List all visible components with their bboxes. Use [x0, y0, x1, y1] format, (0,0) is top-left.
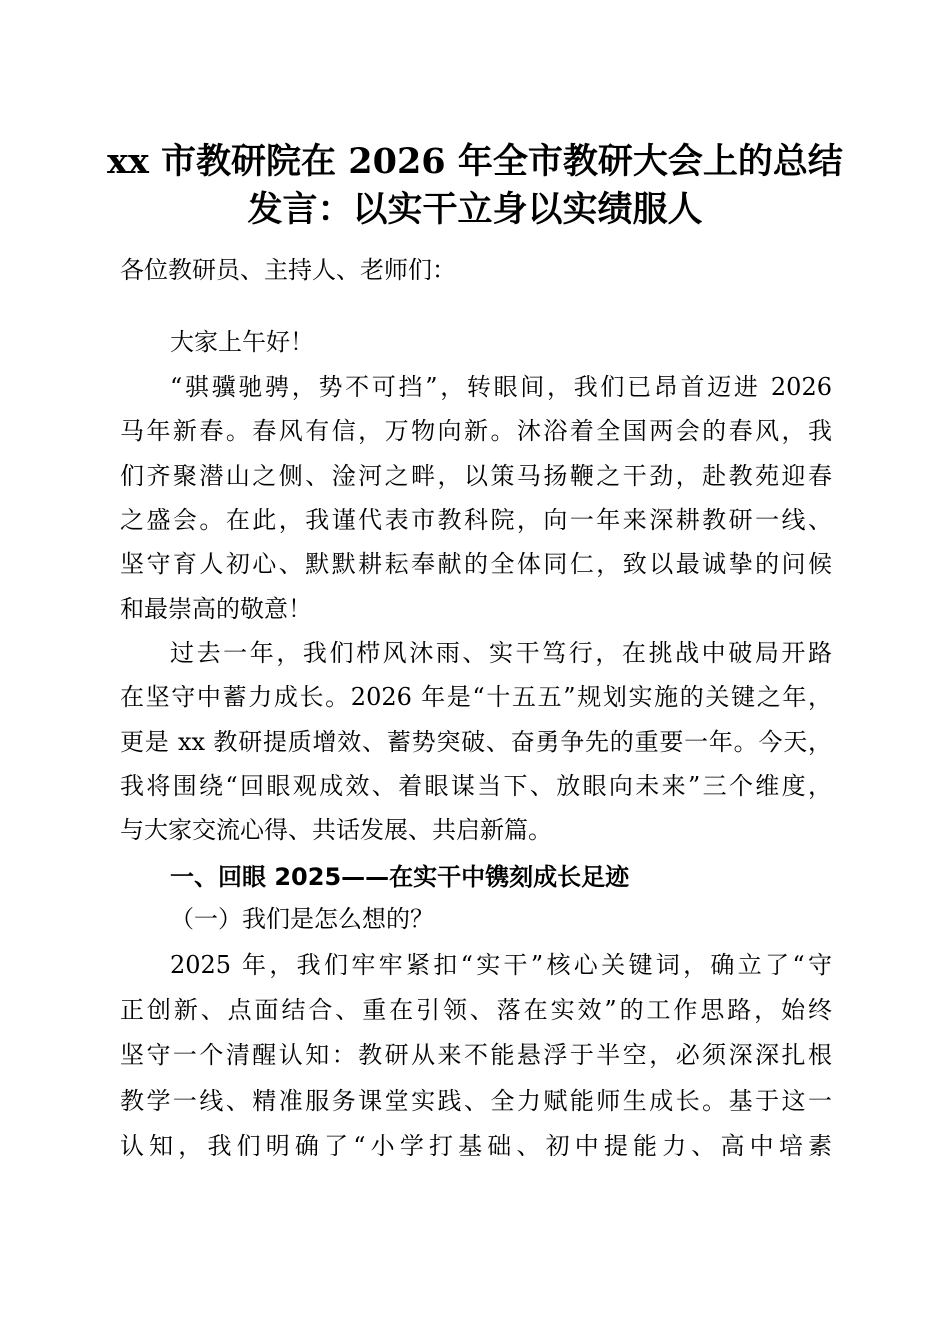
- paragraph-1-line-6: 和最崇高的敬意！: [120, 595, 312, 623]
- document-title: [100, 138, 850, 234]
- paragraph-2-line-3: 更是 xx 教研提质增效、蓄势突破、奋勇争先的重要一年。今天，: [120, 728, 832, 756]
- title-line-1: xx 市教研院在 2026 年全市教研大会上的总结: [107, 141, 843, 182]
- section-heading: 一、回眼 2025——在实干中镌刻成长足迹: [170, 863, 630, 891]
- paragraph-3-line-4: 教学一线、精准服务课堂实践、全力赋能师生成长。基于这一: [120, 1087, 832, 1115]
- paragraph-2-line-4: 我将围绕“回眼观成效、着眼谋当下、放眼向未来”三个维度，: [120, 772, 832, 800]
- paragraph-1-line-3: 们齐聚潜山之侧、淦河之畔，以策马扬鞭之干劲，赴教苑迎春: [120, 462, 832, 490]
- paragraph-1-line-4: 之盛会。在此，我谨代表市教科院，向一年来深耕教研一线、: [120, 506, 832, 534]
- paragraph-1-line-2: 马年新春。春风有信，万物向新。沐浴着全国两会的春风，我: [120, 417, 832, 445]
- greeting: 大家上午好！: [170, 328, 314, 356]
- paragraph-3-line-2: 正创新、点面结合、重在引领、落在实效”的工作思路，始终: [120, 996, 832, 1024]
- paragraph-2-line-5: 与大家交流心得、共话发展、共启新篇。: [120, 816, 552, 844]
- paragraph-2-line-1: 过去一年，我们栉风沐雨、实干笃行，在挑战中破局开路: [170, 639, 832, 667]
- paragraph-1-line-1: “骐骥驰骋，势不可挡”，转眼间，我们已昂首迈进 2026: [170, 373, 832, 401]
- paragraph-3-line-5: 认知，我们明确了“小学打基础、初中提能力、高中培素: [120, 1132, 832, 1160]
- paragraph-2-line-2: 在坚守中蓄力成长。2026 年是“十五五”规划实施的关键之年，: [120, 683, 832, 711]
- title-line-2: 发言：以实干立身以实绩服人: [247, 189, 703, 230]
- paragraph-1-line-5: 坚守育人初心、默默耕耘奉献的全体同仁，致以最诚挚的问候: [120, 550, 832, 578]
- salutation: 各位教研员、主持人、老师们：: [120, 256, 456, 284]
- subsection-heading: （一）我们是怎么想的？: [170, 905, 434, 933]
- paragraph-3-line-1: 2025 年，我们牢牢紧扣“实干”核心关键词，确立了“守: [170, 951, 832, 979]
- paragraph-3-line-3: 坚守一个清醒认知：教研从来不能悬浮于半空，必须深深扎根: [120, 1041, 832, 1069]
